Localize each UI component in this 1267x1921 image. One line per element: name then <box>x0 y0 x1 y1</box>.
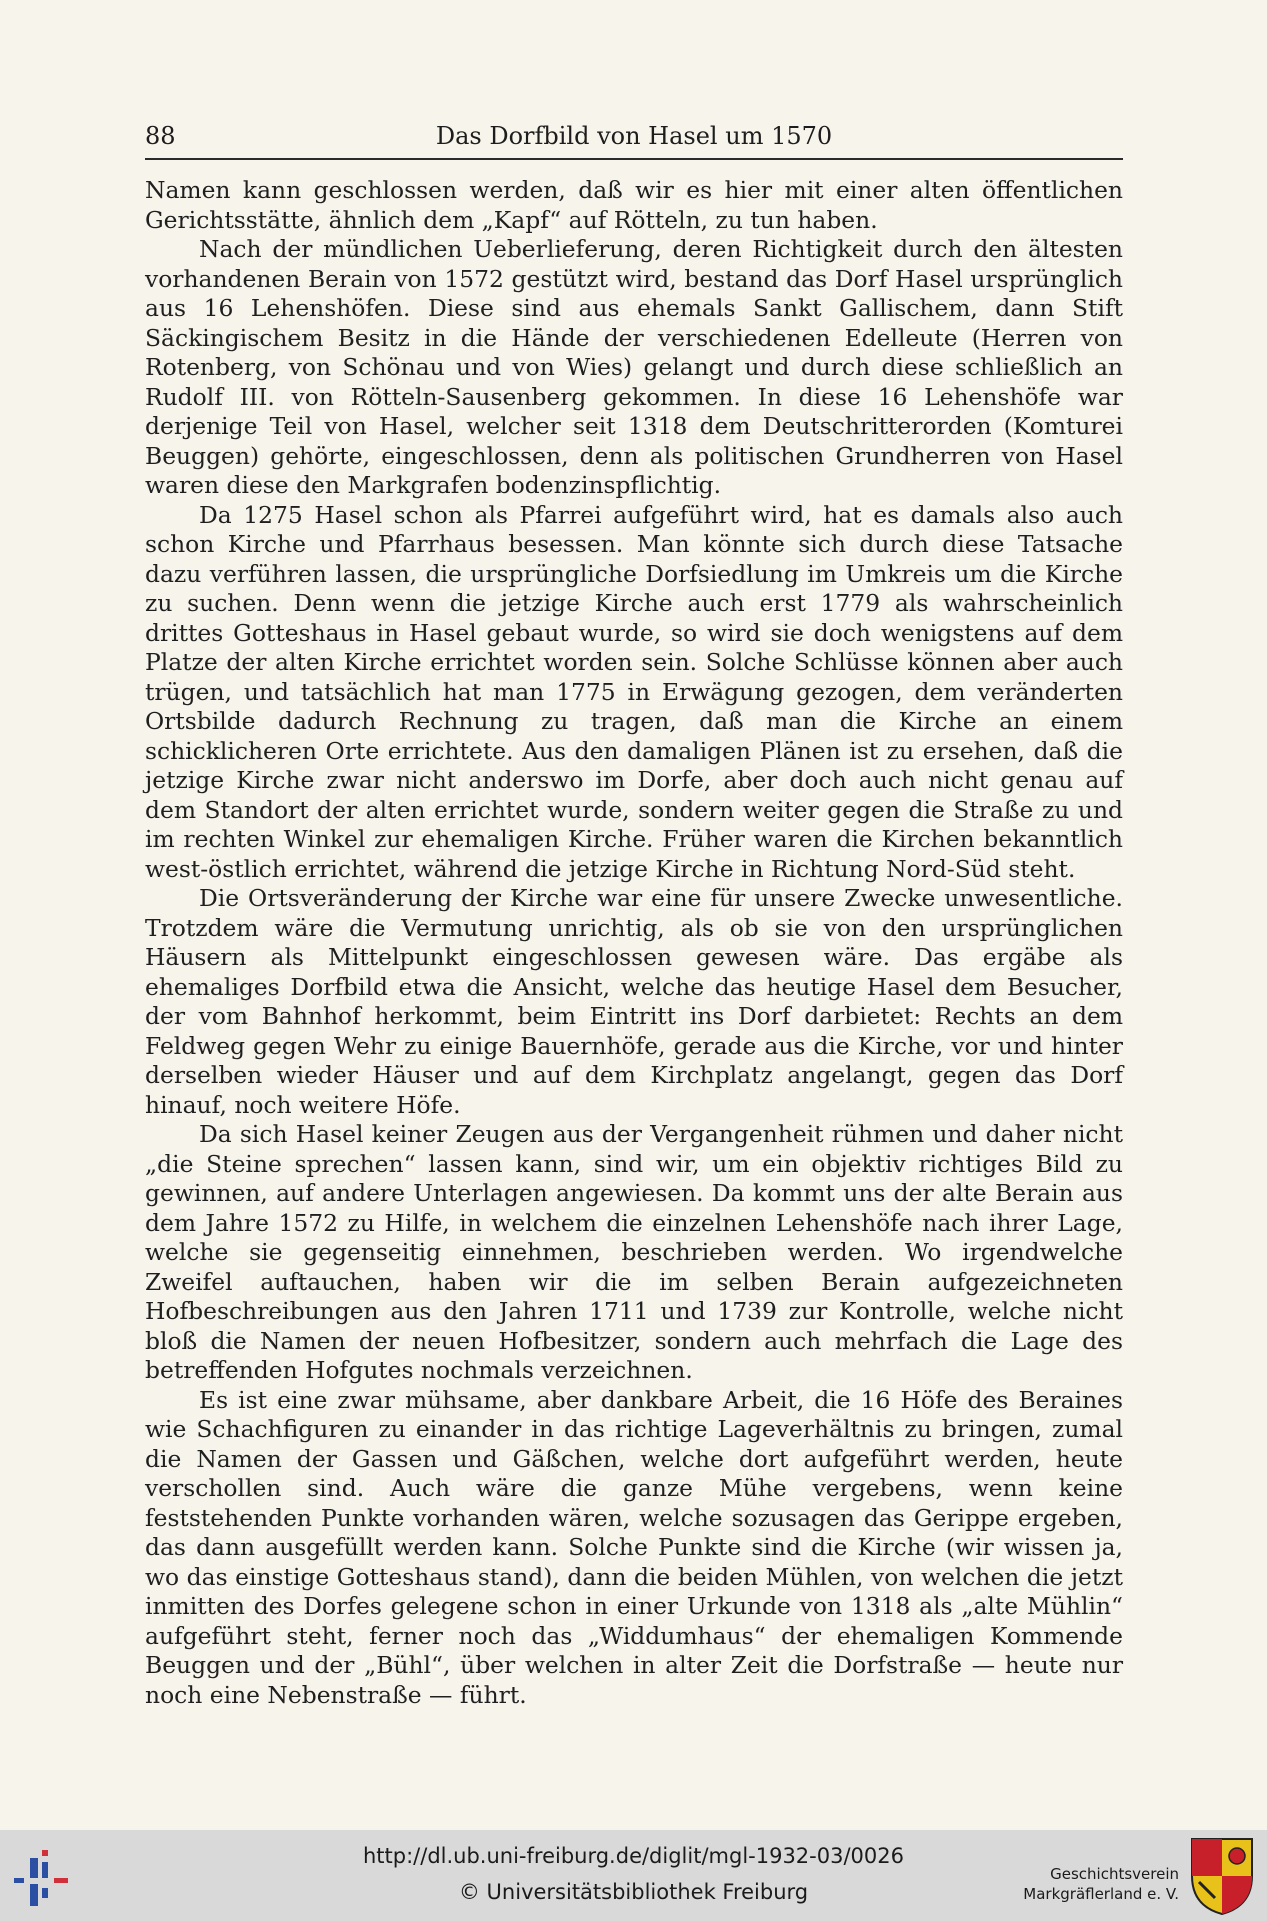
paragraph: Nach der mündlichen Ueberlieferung, deren Richtigkeit durch den ältesten vorhandenen Berain von 1572 gestützt wird, bestand das Dorf Hasel ursprünglich aus 16 Lehenshöfen. Diese sind aus ehemals Sankt Gallischem, dann Stift Säckingischem Besitz in die Hände der verschiedenen Edelleute (Herren von Rotenberg, von Schönau und von Wies) gelangt und durch diese schließlich an Rudolf III. von Rötteln-Sausenberg gekommen. In diese 16 Lehenshöfe war derjenige Teil von Hasel, welcher seit 1318 dem Deutschritterorden (Komturei Beuggen) gehörte, eingeschlossen, denn als politischen Grundherren von Hasel waren diese den Markgrafen bodenzinspflichtig. <box>145 235 1123 499</box>
society-line-1: Geschichtsverein <box>1050 1865 1179 1883</box>
society-name <box>1023 1864 1179 1904</box>
paragraph: Die Ortsveränderung der Kirche war eine für unsere Zwecke unwesentliche. Trotzdem wäre die Vermutung unrichtig, als ob sie von den ursprünglichen Häusern als Mittelpunkt eingeschlossen gewesen wäre. Das ergäbe als ehemaliges Dorfbild etwa die Ansicht, welche das heutige Hasel dem Besucher, der vom Bahnhof herkommt, beim Eintritt ins Dorf darbietet: Rechts an dem Feldweg gegen Wehr zu einige Bauernhöfe, gerade aus die Kirche, vor und hinter derselben wieder Häuser und auf dem Kirchplatz angelangt, gegen das Dorf hinauf, noch weitere Höfe. <box>145 884 1123 1119</box>
society-line-2: Markgräflerland e. V. <box>1023 1885 1179 1903</box>
page-number: 88 <box>145 122 176 150</box>
page-header <box>145 118 1123 160</box>
viewer-footer <box>0 1830 1267 1921</box>
paragraph: Da 1275 Hasel schon als Pfarrei aufgeführt wird, hat es damals also auch schon Kirche und Pfarrhaus besessen. Man könnte sich durch diese Tatsache dazu verführen lassen, die ursprüngliche Dorfsiedlung im Umkreis um die Kirche zu suchen. Denn wenn die jetzige Kirche auch erst 1779 als wahrscheinlich drittes Gotteshaus in Hasel gebaut wurde, so wird sie doch wenigstens auf dem Platze der alten Kirche errichtet worden sein. Solche Schlüsse können aber auch trügen, und tatsächlich hat man 1775 in Erwägung gezogen, dem veränderten Ortsbilde dadurch Rechnung zu tragen, daß man die Kirche an einem schicklicheren Orte errichtete. Aus den damaligen Plänen ist zu ersehen, daß die jetzige Kirche zwar nicht anderswo im Dorfe, aber doch auch nicht genau auf dem Standort der alten errichtet wurde, sondern weiter gegen die Straße zu und im rechten Winkel zur ehemaligen Kirche. Früher waren die Kirchen bekanntlich west-östlich errichtet, während die jetzige Kirche in Richtung Nord-Süd steht. <box>145 500 1123 883</box>
paragraph: Es ist eine zwar mühsame, aber dankbare Arbeit, die 16 Höfe des Beraines wie Schachfiguren zu einander in das richtige Lageverhältnis zu bringen, zumal die Namen der Gassen und Gäßchen, welche dort aufgeführt werden, heute verschollen sind. Auch wäre die ganze Mühe vergebens, wenn keine feststehenden Punkte vorhanden wären, welche sozusagen das Gerippe ergeben, das dann ausgefüllt werden kann. Solche Punkte sind die Kirche (wir wissen ja, wo das einstige Gotteshaus stand), dann die beiden Mühlen, von welchen die jetzt inmitten des Dorfes gelegene schon in einer Urkunde von 1318 als „alte Mühlin“ aufgeführt steht, ferner noch das „Widdumhaus“ der ehemaligen Kommende Beuggen und der „Bühl“, über welchen in alter Zeit die Dorfstraße — heute nur noch eine Nebenstraße — führt. <box>145 1385 1123 1709</box>
running-title: Das Dorfbild von Hasel um 1570 <box>435 122 833 150</box>
paragraph: Namen kann geschlossen werden, daß wir es hier mit einer alten öffentlichen Gerichtsstätte, ähnlich dem „Kapf“ auf Rötteln, zu tun haben. <box>145 176 1123 234</box>
copyright-notice: © Universitätsbibliothek Freiburg <box>458 1880 809 1904</box>
coat-of-arms-icon <box>1189 1836 1255 1916</box>
permalink-url[interactable]: http://dl.ub.uni-freiburg.de/diglit/mgl-1932-03/0026 <box>362 1844 904 1868</box>
paragraph: Da sich Hasel keiner Zeugen aus der Vergangenheit rühmen und daher nicht „die Steine sprechen“ lassen kann, sind wir, um ein objektiv richtiges Bild zu gewinnen, auf andere Unterlagen angewiesen. Da kommt uns der alte Berain aus dem Jahre 1572 zu Hilfe, in welchem die einzelnen Lehenshöfe nach ihrer Lage, welche sie gegenseitig einnehmen, beschrieben werden. Wo irgendwelche Zweifel auftauchen, haben wir die im selben Berain aufgezeichneten Hofbeschreibungen aus den Jahren 1711 und 1739 zur Kontrolle, welche nicht bloß die Namen der neuen Hofbesitzer, sondern auch mehrfach die Lage des betreffenden Hofgutes nochmals verzeichnen. <box>145 1120 1123 1384</box>
article-body <box>145 176 1123 1710</box>
